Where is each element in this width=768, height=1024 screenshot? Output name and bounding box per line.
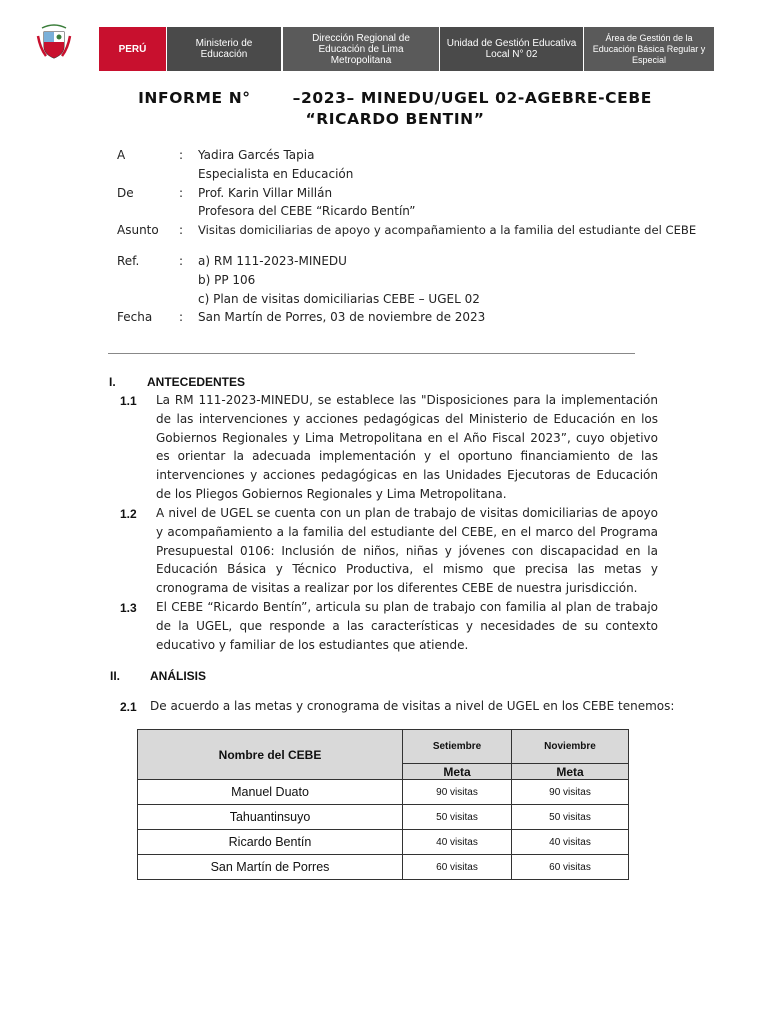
november-visits: 40 visitas [512,830,629,855]
peru-coat-of-arms-icon [36,22,72,62]
colon: : [179,223,184,237]
colon: : [179,254,184,268]
cebe-name: Ricardo Bentín [138,830,403,855]
september-visits: 40 visitas [403,830,512,855]
ref-b: b) PP 106 [198,273,256,287]
para-1-1-number: 1.1 [120,394,137,408]
november-visits: 60 visitas [512,855,629,880]
section-1-number: I. [109,375,116,389]
september-visits: 50 visitas [403,805,512,830]
column-header-september: Setiembre [403,730,512,764]
to-label: A [117,148,126,162]
colon: : [179,310,184,324]
from-name: Prof. Karin Villar Millán [198,186,333,200]
september-visits: 90 visitas [403,780,512,805]
colon: : [179,186,184,200]
ref-c: c) Plan de visitas domiciliarias CEBE – UGEL 02 [198,292,480,306]
subject-value: Visitas domiciliarias de apoyo y acompañamiento a la familia del estudiante del CEBE [198,223,697,237]
ref-label: Ref. [117,254,140,268]
ministry-banner: Ministerio de Educación [167,27,281,71]
ugel-banner: Unidad de Gestión Educativa Local N° 02 [440,27,583,71]
ref-a: a) RM 111-2023-MINEDU [198,254,347,268]
visits-table [137,729,629,880]
column-header-name: Nombre del CEBE [138,730,403,780]
section-2-number: II. [110,669,121,683]
date-value: San Martín de Porres, 03 de noviembre de 2023 [198,310,486,324]
column-header-november: Noviembre [512,730,629,764]
table-row [138,805,629,830]
regional-direction-banner: Dirección Regional de Educación de Lima Metropolitana [283,27,439,71]
cebe-name: San Martín de Porres [138,855,403,880]
to-name: Yadira Garcés Tapia [198,148,315,162]
area-banner: Área de Gestión de la Educación Básica Regular y Especial [584,27,714,71]
para-1-2-number: 1.2 [120,507,137,521]
cebe-name: Manuel Duato [138,780,403,805]
subject-label: Asunto [117,223,159,237]
report-title-line2: “RICARDO BENTIN” [305,110,485,128]
november-visits: 90 visitas [512,780,629,805]
colon: : [179,148,184,162]
para-1-2: A nivel de UGEL se cuenta con un plan de trabajo de visitas domiciliarias de apoyo y acompañamiento a la familia del estudiante del CEBE, en el marco del Programa Presupuestal 0106: Inclusión de niños, niñas y jóvenes con discapacidad en la Educación Básica y Técnico Productiva, el mismo que precisa las metas y cronograma de visitas a realizar por los diferentes CEBE de nuestra jurisdicción. [156,506,658,596]
november-visits: 50 visitas [512,805,629,830]
section-1-title: ANTECEDENTES [147,375,246,389]
cebe-name: Tahuantinsuyo [138,805,403,830]
para-2-1: De acuerdo a las metas y cronograma de visitas a nivel de UGEL en los CEBE tenemos: [150,699,675,713]
para-1-1: La RM 111-2023-MINEDU, se establece las "Disposiciones para la implementación de las intervenciones y acciones pedagógicas del Ministerio de Educación en los Gobiernos Regionales y Lima Metropolitana en el Año Fiscal 2023”, cuyo objetivo es orientar la adecuada implementación y el oportuno financiamiento de las intervenciones y acciones pedagógicas en las Unidades Ejecutoras de Educación de los Pliegos Gobiernos Regionales y Lima Metropolitana. [156,393,658,501]
to-role: Especialista en Educación [198,167,354,181]
column-subheader-meta: Meta [512,764,629,780]
table-row [138,780,629,805]
from-role: Profesora del CEBE “Ricardo Bentín” [198,204,416,218]
report-title-line1: INFORME N° –2023– MINEDU/UGEL 02-AGEBRE-CEBE [138,89,652,107]
table-row [138,830,629,855]
divider [108,353,635,354]
para-2-1-number: 2.1 [120,700,137,714]
para-1-3: El CEBE “Ricardo Bentín”, articula su plan de trabajo con familia al plan de trabajo de la UGEL, que responde a las características y necesidades de su contexto educativo y familiar de los estudiantes que atiende. [156,600,658,652]
september-visits: 60 visitas [403,855,512,880]
table-row [138,855,629,880]
report-title [100,88,690,130]
date-label: Fecha [117,310,153,324]
peru-banner: PERÚ [99,27,166,71]
para-1-3-number: 1.3 [120,601,137,615]
column-subheader-meta: Meta [403,764,512,780]
from-label: De [117,186,134,200]
section-2-title: ANÁLISIS [150,669,207,683]
